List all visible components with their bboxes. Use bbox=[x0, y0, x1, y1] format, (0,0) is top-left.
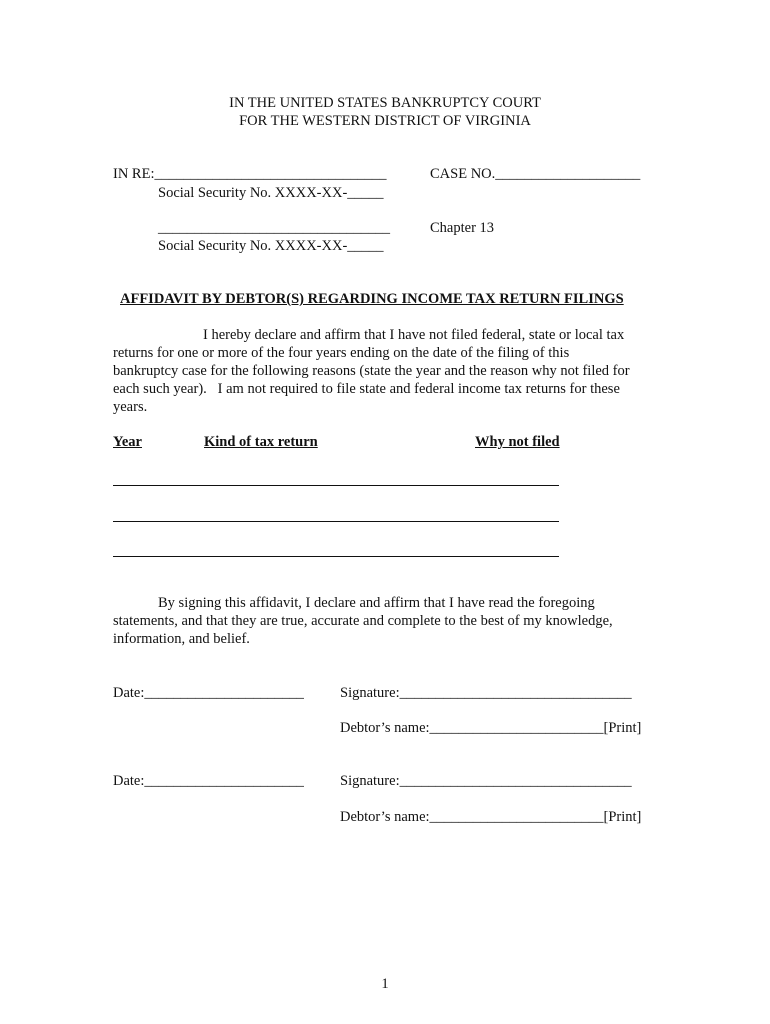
declaration-line-2: returns for one or more of the four years ending on the date of the filing of this bbox=[113, 345, 570, 361]
case-number-field[interactable]: CASE NO.____________________ bbox=[430, 166, 641, 182]
affidavit-title: AFFIDAVIT BY DEBTOR(S) REGARDING INCOME TAX RETURN FILINGS bbox=[120, 291, 624, 307]
ssn-field-1[interactable]: Social Security No. XXXX-XX-_____ bbox=[158, 185, 384, 201]
debtor-name-field-2[interactable]: Debtor’s name:________________________[Print] bbox=[340, 809, 642, 825]
ssn-field-2[interactable]: Social Security No. XXXX-XX-_____ bbox=[158, 238, 384, 254]
entry-line-1[interactable] bbox=[113, 485, 559, 486]
entry-line-3[interactable] bbox=[113, 556, 559, 557]
debtor2-name-field[interactable]: ________________________________ bbox=[158, 220, 390, 236]
signing-line-2: statements, and that they are true, accurate and complete to the best of my knowledge, bbox=[113, 613, 613, 629]
entry-line-2[interactable] bbox=[113, 521, 559, 522]
declaration-line-3: bankruptcy case for the following reasons (state the year and the reason why not filed for bbox=[113, 363, 630, 379]
signing-line-3: information, and belief. bbox=[113, 631, 250, 647]
court-name-line1: IN THE UNITED STATES BANKRUPTCY COURT bbox=[229, 95, 541, 111]
in-re-field[interactable]: IN RE:________________________________ bbox=[113, 166, 387, 182]
signature-field-1[interactable]: Signature:________________________________ bbox=[340, 685, 632, 701]
declaration-line-5: years. bbox=[113, 399, 148, 415]
debtor-name-field-1[interactable]: Debtor’s name:________________________[Print] bbox=[340, 720, 642, 736]
page-number: 1 bbox=[381, 976, 389, 992]
column-header-kind: Kind of tax return bbox=[204, 434, 318, 450]
signature-field-2[interactable]: Signature:________________________________ bbox=[340, 773, 632, 789]
column-header-why: Why not filed bbox=[475, 434, 560, 450]
declaration-line-4: each such year). I am not required to file state and federal income tax returns for these bbox=[113, 381, 620, 397]
court-name-line2: FOR THE WESTERN DISTRICT OF VIRGINIA bbox=[239, 113, 531, 129]
signing-line-1: By signing this affidavit, I declare and affirm that I have read the foregoing bbox=[158, 595, 595, 611]
chapter-label: Chapter 13 bbox=[430, 220, 495, 236]
column-header-year: Year bbox=[113, 434, 142, 450]
declaration-line-1: I hereby declare and affirm that I have not filed federal, state or local tax bbox=[203, 327, 625, 343]
date-field-1[interactable]: Date:______________________ bbox=[113, 685, 304, 701]
date-field-2[interactable]: Date:______________________ bbox=[113, 773, 304, 789]
